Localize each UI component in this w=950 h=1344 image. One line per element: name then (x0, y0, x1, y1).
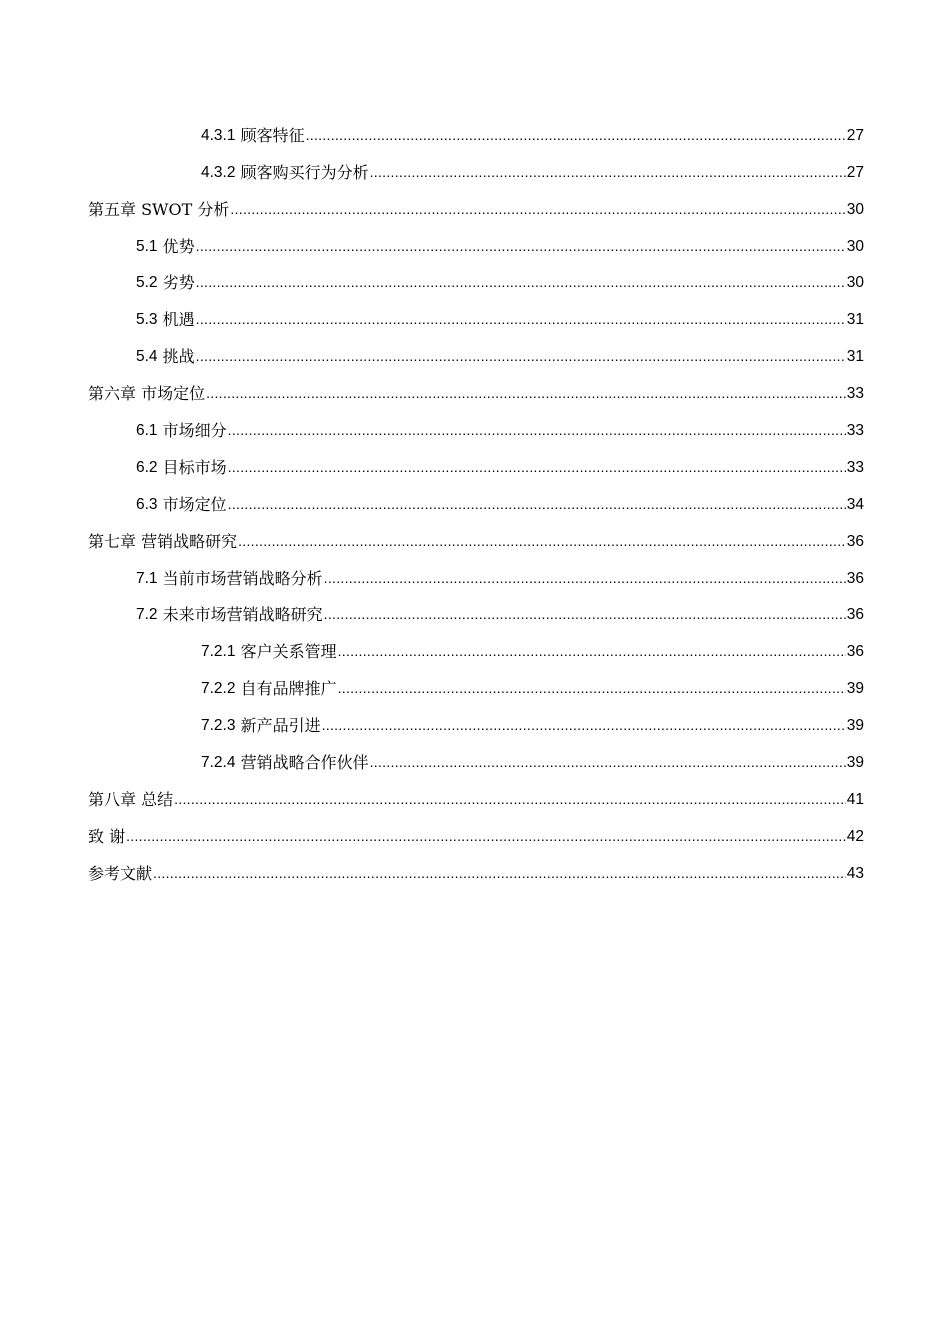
toc-entry-title: 参考文献 (88, 863, 153, 883)
toc-entry-title: 未来市场营销战略研究 (162, 605, 323, 625)
dot-leader (322, 716, 846, 736)
toc-entry-title: 新产品引进 (240, 716, 321, 736)
toc-entry-title: 顾客特征 (240, 125, 305, 145)
toc-entry-number: 5.1 (136, 237, 158, 255)
toc-entry[interactable] (88, 302, 864, 339)
dot-leader (196, 347, 846, 367)
toc-entry-title: 市场细分 (162, 421, 227, 441)
table-of-contents (88, 118, 864, 893)
toc-entry-title: 客户关系管理 (240, 642, 337, 662)
toc-entry-number: 4.3.2 (201, 163, 236, 181)
toc-entry-title: 第五章 SWOT 分析 (88, 199, 230, 219)
toc-entry-page-number: 36 (846, 569, 864, 587)
toc-entry-title: 劣势 (162, 273, 195, 293)
toc-entry-title: 第七章 营销战略研究 (88, 531, 238, 551)
dot-leader (230, 200, 845, 220)
toc-entry[interactable] (88, 745, 864, 782)
toc-entry-title: 第六章 市场定位 (88, 384, 206, 404)
toc-entry[interactable] (88, 598, 864, 635)
toc-entry-title: 自有品牌推广 (240, 679, 337, 699)
toc-entry-number: 7.2.1 (201, 643, 236, 661)
toc-entry[interactable] (88, 487, 864, 524)
toc-entry[interactable] (88, 339, 864, 376)
toc-entry[interactable] (88, 671, 864, 708)
toc-entry-title: 机遇 (162, 310, 195, 330)
toc-entry-title: 当前市场营销战略分析 (162, 568, 323, 588)
toc-entry-page-number: 30 (846, 274, 864, 292)
toc-entry-number: 5.4 (136, 348, 158, 366)
toc-entry-number: 6.1 (136, 422, 158, 440)
toc-entry[interactable] (88, 856, 864, 893)
toc-entry[interactable] (88, 192, 864, 229)
toc-entry[interactable] (88, 708, 864, 745)
toc-entry[interactable] (88, 376, 864, 413)
toc-entry-number: 6.2 (136, 458, 158, 476)
toc-entry[interactable] (88, 450, 864, 487)
toc-entry-number: 7.2 (136, 606, 158, 624)
toc-entry-number: 4.3.1 (201, 126, 236, 144)
toc-entry-page-number: 39 (846, 680, 864, 698)
toc-entry[interactable] (88, 782, 864, 819)
dot-leader (338, 642, 846, 662)
toc-entry-title: 第八章 总结 (88, 789, 174, 809)
dot-leader (228, 458, 846, 478)
dot-leader (338, 679, 846, 699)
toc-entry-page-number: 27 (846, 126, 864, 144)
toc-entry[interactable] (88, 413, 864, 450)
toc-entry-page-number: 42 (846, 827, 864, 845)
dot-leader (238, 532, 846, 552)
toc-entry-page-number: 30 (846, 237, 864, 255)
toc-entry-title: 致 谢 (88, 826, 126, 846)
toc-entry[interactable] (88, 634, 864, 671)
toc-entry-page-number: 30 (846, 200, 864, 218)
toc-entry-page-number: 36 (846, 643, 864, 661)
dot-leader (196, 237, 846, 257)
dot-leader (370, 753, 846, 773)
toc-entry-page-number: 33 (846, 422, 864, 440)
toc-entry-number: 7.1 (136, 569, 158, 587)
toc-entry-title: 优势 (162, 236, 195, 256)
toc-entry-page-number: 34 (846, 495, 864, 513)
dot-leader (153, 864, 846, 884)
dot-leader (126, 827, 846, 847)
toc-entry[interactable] (88, 155, 864, 192)
dot-leader (196, 273, 846, 293)
toc-entry-number: 5.3 (136, 311, 158, 329)
toc-entry-number: 6.3 (136, 495, 158, 513)
dot-leader (324, 605, 846, 625)
toc-entry-page-number: 27 (846, 163, 864, 181)
toc-entry[interactable] (88, 561, 864, 598)
toc-entry[interactable] (88, 118, 864, 155)
toc-entry-page-number: 39 (846, 717, 864, 735)
toc-entry-page-number: 33 (846, 385, 864, 403)
toc-entry[interactable] (88, 819, 864, 856)
toc-entry-title: 顾客购买行为分析 (240, 162, 369, 182)
toc-entry-number: 5.2 (136, 274, 158, 292)
dot-leader (324, 569, 846, 589)
toc-entry-page-number: 36 (846, 606, 864, 624)
toc-entry-title: 市场定位 (162, 494, 227, 514)
toc-entry-number: 7.2.2 (201, 680, 236, 698)
dot-leader (370, 163, 846, 183)
toc-entry[interactable] (88, 266, 864, 303)
toc-entry-number: 7.2.3 (201, 717, 236, 735)
toc-entry-page-number: 31 (846, 348, 864, 366)
toc-entry-title: 挑战 (162, 347, 195, 367)
toc-entry-title: 目标市场 (162, 457, 227, 477)
dot-leader (174, 790, 846, 810)
toc-entry-page-number: 33 (846, 458, 864, 476)
dot-leader (228, 495, 846, 515)
dot-leader (306, 126, 846, 146)
toc-entry-page-number: 36 (846, 532, 864, 550)
toc-entry-page-number: 39 (846, 754, 864, 772)
toc-entry-page-number: 43 (846, 864, 864, 882)
toc-entry-number: 7.2.4 (201, 754, 236, 772)
toc-entry-title: 营销战略合作伙伴 (240, 753, 369, 773)
dot-leader (228, 421, 846, 441)
toc-entry-page-number: 41 (846, 790, 864, 808)
toc-entry[interactable] (88, 524, 864, 561)
dot-leader (206, 384, 846, 404)
dot-leader (196, 310, 846, 330)
toc-entry[interactable] (88, 229, 864, 266)
toc-entry-page-number: 31 (846, 311, 864, 329)
